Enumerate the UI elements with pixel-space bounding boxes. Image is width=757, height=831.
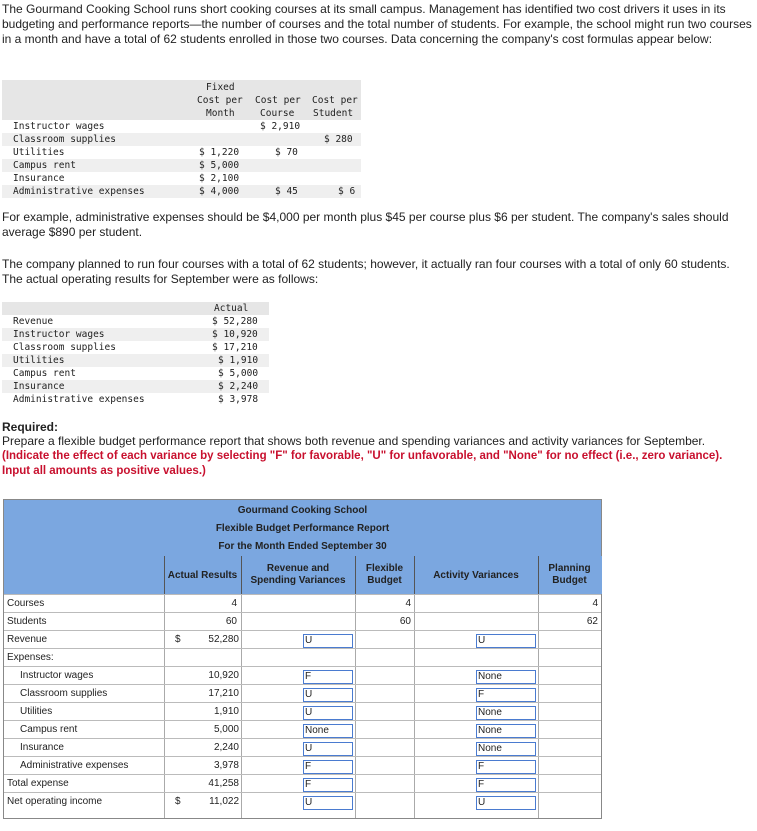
actual-row-label: Administrative expenses (13, 394, 145, 405)
cost-row-course: $ 45 (275, 186, 298, 197)
intro-paragraph: The Gourmand Cooking School runs short cooking courses at its small campus. Management has identified two cost drivers it uses in its budgeting and performance reports—the number of courses and the total number of students. For example, the school might run two courses in a month and have a total of 62 students enrolled in those two courses. Data concerning the company's cost formulas appear below: (2, 2, 752, 46)
av-effect-select[interactable]: U (476, 796, 536, 810)
actual-row-value: $ 17,210 (212, 342, 258, 353)
cost-row-label: Campus rent (13, 160, 76, 171)
fixed-header-3: Month (206, 108, 235, 119)
av-effect-select[interactable]: U (476, 634, 536, 648)
actual-row-value: $ 2,240 (218, 381, 259, 392)
actual-row-label: Revenue (13, 316, 54, 327)
row-label: Students (7, 616, 47, 627)
course-header-2: Course (260, 108, 295, 119)
report-title-period: For the Month Ended September 30 (218, 541, 387, 552)
actual-row-label: Instructor wages (13, 329, 105, 340)
av-effect-select[interactable]: F (476, 778, 536, 792)
actual-value: 17,210 (208, 688, 239, 699)
flex-heading-2: Budget (367, 575, 402, 586)
actual-row-value: $ 5,000 (218, 368, 259, 379)
report-row-courses (4, 594, 601, 613)
actual-value: 1,910 (213, 706, 239, 717)
actual-row-value: $ 52,280 (212, 316, 258, 327)
cost-formula-table (2, 80, 361, 198)
rsv-effect-select[interactable]: U (303, 796, 353, 810)
report-row-students (4, 612, 601, 631)
cost-row-student: $ 280 (324, 134, 353, 145)
av-effect-select[interactable]: F (476, 760, 536, 774)
actual-row-label: Utilities (13, 355, 65, 366)
plan-value: 4 (592, 598, 598, 609)
student-header-2: Student (313, 108, 354, 119)
actual-row-label: Campus rent (13, 368, 76, 379)
rsv-effect-select[interactable]: None (303, 724, 353, 738)
rsv-effect-select[interactable]: U (303, 706, 353, 720)
rsv-effect-select[interactable]: F (303, 760, 353, 774)
cost-row-label: Insurance (13, 173, 65, 184)
fixed-header-2: Cost per (197, 95, 243, 106)
cost-row-course: $ 2,910 (260, 121, 301, 132)
cost-row-student: $ 6 (338, 186, 356, 197)
plan-heading-2: Budget (552, 575, 587, 586)
actual-header: Actual (214, 303, 249, 314)
rsv-effect-select[interactable]: F (303, 778, 353, 792)
cost-row-label: Utilities (13, 147, 65, 158)
report-row-classroom-supplies (4, 684, 601, 703)
rsv-effect-select[interactable]: U (303, 688, 353, 702)
required-heading: Required: (2, 420, 59, 434)
flex-value: 4 (405, 598, 411, 609)
report-row-admin-expenses (4, 756, 601, 775)
flex-heading-1: Flexible (365, 563, 404, 574)
actual-row-label: Classroom supplies (13, 342, 116, 353)
cost-table-header-band (2, 80, 361, 120)
cost-row-fixed: $ 5,000 (199, 160, 240, 171)
row-label: Net operating income (7, 796, 103, 807)
report-row-instructor-wages (4, 666, 601, 685)
report-row-utilities (4, 702, 601, 721)
rsv-effect-select[interactable]: U (303, 634, 353, 648)
row-label: Administrative expenses (20, 760, 129, 771)
row-label: Insurance (20, 742, 64, 753)
para-activity: The company planned to run four courses with a total of 62 students; however, it actually ran four courses with a total of only 60 students. The actual operating results for September were as follows: (2, 257, 730, 286)
cost-row-fixed: $ 2,100 (199, 173, 240, 184)
plan-heading-1: Planning (548, 563, 591, 574)
cost-row-label: Administrative expenses (13, 186, 145, 197)
actual-value: 52,280 (208, 634, 239, 645)
cost-row-label: Instructor wages (13, 121, 105, 132)
row-label: Courses (7, 598, 45, 609)
actual-results-heading: Actual Results (167, 569, 238, 581)
actual-value: 4 (231, 598, 237, 609)
av-effect-select[interactable]: None (476, 742, 536, 756)
row-label: Total expense (7, 778, 69, 789)
required-text: Prepare a flexible budget performance report that shows both revenue and spending variances and activity variances for September. (2, 434, 706, 448)
row-label: Classroom supplies (20, 688, 108, 699)
row-label: Expenses: (7, 652, 54, 663)
av-effect-select[interactable]: None (476, 670, 536, 684)
actual-value: 3,978 (213, 760, 239, 771)
course-header-1: Cost per (255, 95, 301, 106)
actual-value: 5,000 (213, 724, 239, 735)
cost-row-fixed: $ 1,220 (199, 147, 240, 158)
report-row-insurance (4, 738, 601, 757)
actual-value: 41,258 (208, 778, 239, 789)
rsv-effect-select[interactable]: F (303, 670, 353, 684)
report-row-expenses (4, 648, 601, 667)
cost-row-fixed: $ 4,000 (199, 186, 240, 197)
actual-value: 2,240 (213, 742, 239, 753)
actual-row-value: $ 10,920 (212, 329, 258, 340)
flex-value: 60 (399, 616, 411, 627)
actual-row-value: $ 3,978 (218, 394, 259, 405)
report-row-net-operating-income (4, 792, 601, 811)
dollar-sign: $ (175, 796, 181, 807)
cost-row-label: Classroom supplies (13, 134, 116, 145)
rsv-heading-2: Spending Variances (250, 575, 346, 586)
av-effect-select[interactable]: None (476, 706, 536, 720)
rsv-effect-select[interactable]: U (303, 742, 353, 756)
actual-value: 60 (225, 616, 237, 627)
row-label: Revenue (7, 634, 48, 645)
actual-results-table (2, 302, 269, 406)
report-row-revenue (4, 630, 601, 649)
av-effect-select[interactable]: F (476, 688, 536, 702)
row-label: Utilities (20, 706, 53, 717)
report-title-company: Gourmand Cooking School (237, 505, 368, 516)
required-note: (Indicate the effect of each variance by selecting "F" for favorable, "U" for unfavorable, and "None" for no effect (i.e., zero variance). Input all amounts as positive values.) (2, 450, 723, 477)
dollar-sign: $ (175, 634, 181, 645)
actual-row-label: Insurance (13, 381, 65, 392)
performance-report (3, 499, 602, 819)
row-label: Instructor wages (20, 670, 94, 681)
actual-row-value: $ 1,910 (218, 355, 259, 366)
report-row-campus-rent (4, 720, 601, 739)
row-label: Campus rent (20, 724, 78, 735)
cost-row-course: $ 70 (275, 147, 298, 158)
plan-value: 62 (586, 616, 598, 627)
av-effect-select[interactable]: None (476, 724, 536, 738)
report-row-total-expense (4, 774, 601, 793)
activity-variances-heading: Activity Variances (433, 569, 519, 581)
label-col-header (4, 556, 164, 594)
actual-value: 11,022 (209, 796, 239, 807)
report-title-name: Flexible Budget Performance Report (215, 523, 390, 534)
para-admin-example: For example, administrative expenses should be $4,000 per month plus $45 per course plus $6 per student. The company's sales should average $890 per student. (2, 210, 729, 239)
student-header-1: Cost per (312, 95, 358, 106)
fixed-header-1: Fixed (206, 82, 235, 93)
actual-value: 10,920 (208, 670, 239, 681)
rsv-heading-1: Revenue and (266, 563, 330, 574)
